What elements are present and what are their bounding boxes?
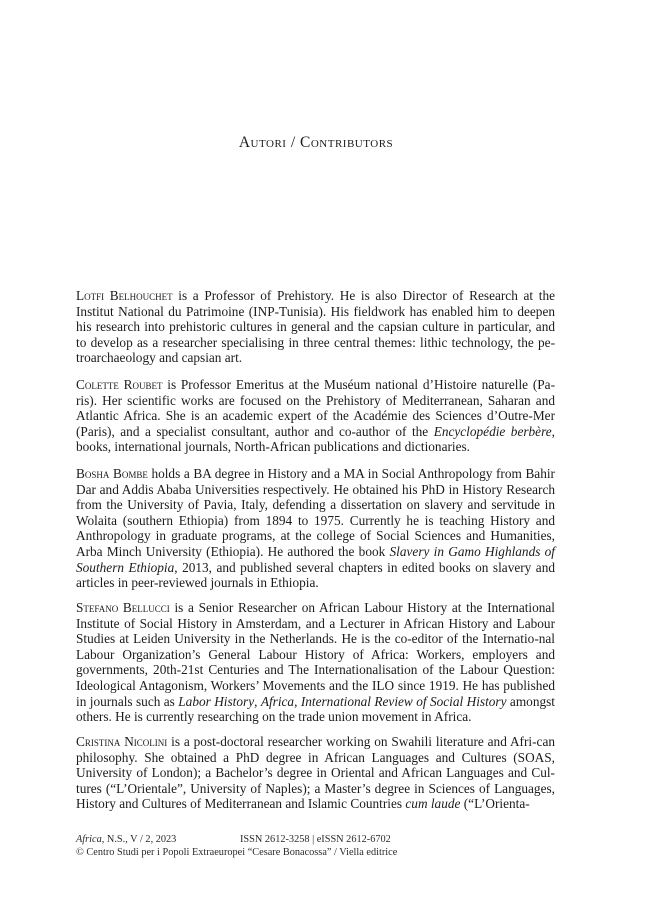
italic-title: cum laude	[405, 796, 461, 812]
bio-text-run: ,	[294, 693, 301, 709]
bio-text-run: is a Senior Researcher on African Labour History at the International Institute of Social History in Amsterdam, and a Lecturer in African History and Labour Studies at Leiden University in the Netherlands. He is the co-editor of the Internatio-nal Labour Organization’s General Labour History of Africa: Workers, employers and governments, 20th-21st Centuries and The Internationalisation of the Labour Question: Ideological Antagonism, Workers’ Movements and the ILO since 1919. He has published in journals such as	[76, 600, 556, 709]
journal-title: Africa	[76, 834, 102, 845]
bio-text-run: is a Professor of Prehistory. He is also Director of Research at the Institut National du Patrimoine (INP-Tunisia). His fieldwork has enabled him to deepen his research into prehistoric cultures in general and the capsian culture in particular, and to develop as a researcher specialising in three central themes: lithic technology, the pe-troarchaeology and capsian art.	[76, 288, 555, 366]
journal-volume: , N.S., V / 2, 2023	[101, 834, 177, 845]
italic-title: Labor History	[178, 693, 255, 709]
italic-title: International Review of Social History	[300, 693, 507, 709]
bio-text-run: amongst others. He is currently researching on the trade union movement in Africa.	[76, 693, 555, 725]
bio-text-run: (“L’Orienta-	[460, 796, 530, 812]
bio-text-run: is a post-doctoral researcher working on Swahili literature and Afri-can philosophy. She obtained a PhD degree in African Languages and Cultures (SOAS, University of London); a Bachelor’s degree in Oriental and African Languages and Cul-tures (“L’Orientale”, University of Naples); a Master’s degree in Sciences of Languages, History and Cultures of Mediterranean and Islamic Countries	[76, 734, 555, 812]
contributor-name: Colette Roubet	[76, 377, 163, 392]
bio-paragraph-bombe	[76, 466, 555, 591]
italic-title: Africa	[260, 693, 295, 709]
bio-text-run: holds a BA degree in History and a MA in Social Anthropology from Bahir Dar and Addis Ababa Universities respectively. He obtained his PhD in History Research from the University of Pavia, Italy, defending a dissertation on slavery and servitude in Wolaita (southern Ethiopia) from 1894 to 1975. Currently he is teaching History and Anthropology in graduate programs, at the college of Social Sciences and Humanities, Arba Minch University (Ethiopia). He authored the book	[76, 466, 555, 559]
italic-title: Slavery in Gamo Highlands of Southern Ethiopia	[76, 543, 555, 575]
bio-paragraph-belhouchet	[76, 288, 555, 366]
bio-paragraph-roubet	[76, 377, 555, 455]
bio-paragraph-nicolini	[76, 734, 555, 812]
bio-text-run: , books, international journals, North-African publications and dictionaries.	[76, 423, 555, 455]
issn-info: ISSN 2612-3258 | eISSN 2612-6702	[240, 834, 391, 845]
contributor-name: Stefano Bellucci	[76, 600, 170, 615]
bio-text-run: ,	[254, 693, 261, 709]
footer-citation-line	[76, 833, 555, 846]
bio-text-run: , 2013, and published several chapters in edited books on slavery and articles in peer-reviewed journals in Ethiopia.	[76, 559, 555, 591]
bio-text	[76, 466, 555, 590]
contributor-name: Lotfi Belhouchet	[76, 288, 173, 303]
page-title: Autori / Contributors	[238, 134, 394, 151]
bio-text-run: is Professor Emeritus at the Muséum national d’Histoire naturelle (Pa-ris). Her scientific works are focused on the Prehistory of Mediterranean, Saharan and Atlantic Africa. She is an academic expert of the Académie des Sciences d’Outre-Mer (Paris), and a specialist consultant, author and co-author of the	[76, 377, 555, 439]
italic-title: Encyclopédie berbère	[433, 423, 552, 439]
page-footer	[76, 833, 555, 859]
copyright-line: © Centro Studi per i Popoli Extraeuropei “Cesare Bonacossa” / Viella editrice	[76, 847, 398, 858]
contributor-name: Bosha Bombe	[76, 466, 148, 481]
contributor-name: Cristina Nicolini	[76, 734, 168, 749]
bio-text	[76, 600, 555, 724]
bio-paragraph-bellucci	[76, 600, 555, 725]
